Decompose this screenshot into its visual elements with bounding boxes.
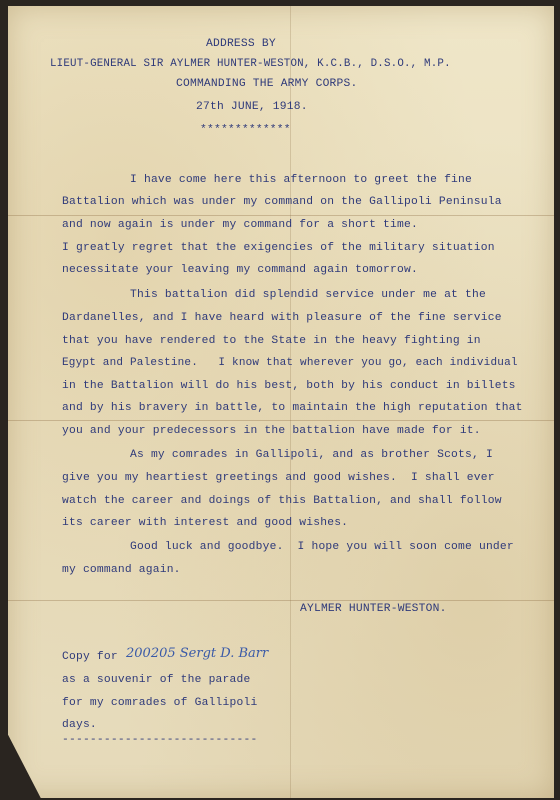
body-line: you and your predecessors in the battalion have made for it.	[62, 425, 481, 437]
fold-line	[8, 420, 554, 421]
body-line: and by his bravery in battle, to maintain the high reputation that	[62, 402, 523, 414]
body-line: I greatly regret that the exigencies of the military situation	[62, 242, 495, 254]
body-line: necessitate your leaving my command again tomorrow.	[62, 264, 418, 276]
copy-line: as a souvenir of the parade	[62, 674, 251, 686]
body-line: watch the career and doings of this Battalion, and shall follow	[62, 495, 502, 507]
body-line: As my comrades in Gallipoli, and as brother Scots, I	[130, 449, 493, 461]
fold-line	[8, 215, 554, 216]
body-line: Good luck and goodbye. I hope you will soon come under	[130, 541, 514, 553]
body-line: and now again is under my command for a short time.	[62, 219, 418, 231]
body-line: give you my heartiest greetings and good wishes. I shall ever	[62, 472, 495, 484]
date-line: 27th JUNE, 1918.	[196, 101, 308, 113]
author-line: LIEUT-GENERAL SIR AYLMER HUNTER-WESTON, K.C.B., D.S.O., M.P.	[50, 58, 451, 70]
copy-prefix: Copy for	[62, 651, 118, 663]
body-line: Battalion which was under my command on the Gallipoli Peninsula	[62, 196, 502, 208]
copy-line: days.	[62, 719, 97, 731]
body-line: that you have rendered to the State in the heavy fighting in	[62, 335, 481, 347]
body-line: my command again.	[62, 564, 181, 576]
body-line: its career with interest and good wishes.	[62, 517, 349, 529]
header-rule: *************	[200, 124, 291, 136]
body-line: in the Battalion will do his best, both by his conduct in billets	[62, 380, 516, 392]
body-line: I have come here this afternoon to greet the fine	[130, 174, 472, 186]
copy-line: for my comrades of Gallipoli	[62, 697, 258, 709]
body-line: Dardanelles, and I have heard with pleasure of the fine service	[62, 312, 502, 324]
signature: AYLMER HUNTER-WESTON.	[300, 603, 447, 615]
handwritten-recipient: 200205 Sergt D. Barr	[126, 646, 269, 661]
command-line: COMMANDING THE ARMY CORPS.	[176, 78, 358, 90]
address-heading: ADDRESS BY	[206, 38, 276, 50]
body-line: Egypt and Palestine. I know that wherever you go, each individual	[62, 357, 518, 369]
fold-line	[8, 600, 554, 601]
body-line: This battalion did splendid service under me at the	[130, 289, 486, 301]
copy-rule: ----------------------------	[62, 734, 258, 746]
